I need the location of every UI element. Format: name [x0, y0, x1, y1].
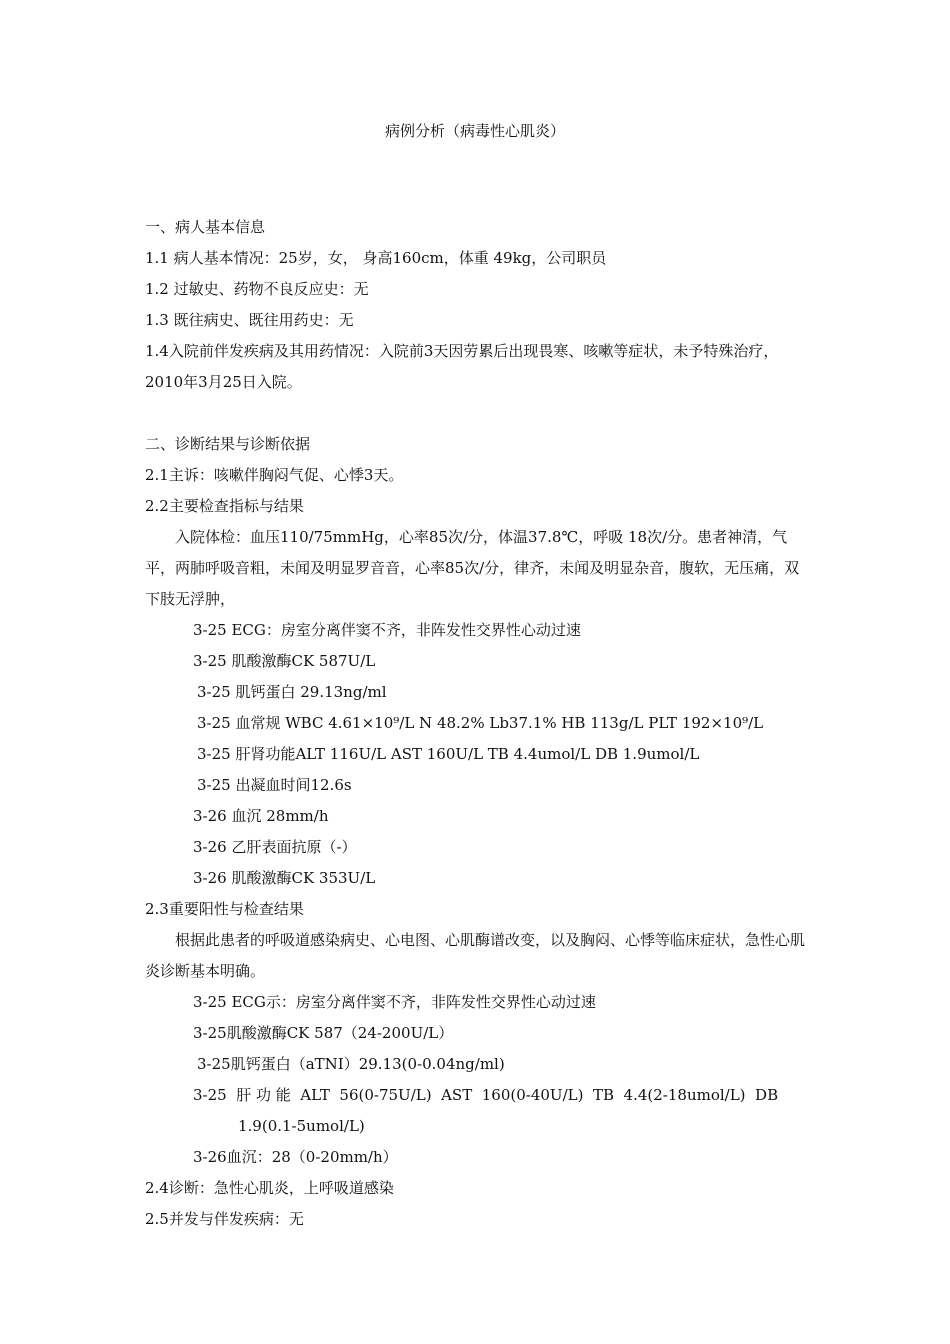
exam-heading: 2.2主要检查指标与结果	[145, 497, 304, 515]
diagnosis-line: 2.4诊断：急性心肌炎，上呼吸道感染	[145, 1179, 394, 1197]
lab-result: 3-25 肌酸激酶CK 587U/L	[193, 652, 376, 670]
lab-result: 3-26 乙肝表面抗原（-）	[193, 838, 357, 856]
exam-paragraph: 入院体检：血压110/75mmHg，心率85次/分，体温37.8℃，呼吸 18次/分。患者神清，气平，两肺呼吸音粗，未闻及明显罗音音，心率85次/分，律齐，未闻及明显杂音，腹软，无压痛，双下肢无浮肿，	[145, 528, 800, 608]
positive-lab: 3-25 ECG示：房室分离伴窦不齐，非阵发性交界性心动过速	[193, 993, 596, 1011]
document-title: 病例分析（病毒性心肌炎）	[384, 122, 565, 140]
positive-lab: 3-25肌钙蛋白（aTNI）29.13(0-0.04ng/ml)	[197, 1055, 505, 1073]
positive-heading: 2.3重要阳性与检查结果	[145, 900, 304, 918]
pre-admission-line: 1.4入院前伴发疾病及其用药情况：入院前3天因劳累后出现畏寒、咳嗽等症状，未予特殊治疗，2010年3月25日入院。	[145, 342, 779, 391]
positive-paragraph: 根据此患者的呼吸道感染病史、心电图、心肌酶谱改变，以及胸闷、心悸等临床症状，急性心肌炎诊断基本明确。	[145, 931, 806, 980]
section1-heading: 一、病人基本信息	[145, 218, 266, 236]
lab-result: 3-25 血常规 WBC 4.61×10⁹/L N 48.2% Lb37.1% HB 113g/L PLT 192×10⁹/L	[197, 714, 764, 732]
lab-result: 3-25 出凝血时间12.6s	[197, 776, 352, 794]
lab-result: 3-25 肝肾功能ALT 116U/L AST 160U/L TB 4.4umol/L DB 1.9umol/L	[197, 745, 700, 763]
positive-lab-continued: 1.9(0.1-5umol/L)	[238, 1117, 365, 1135]
section2-heading: 二、诊断结果与诊断依据	[145, 435, 311, 453]
lab-result: 3-26 血沉 28mm/h	[193, 807, 329, 825]
document-body	[145, 212, 810, 1235]
basic-info-line: 1.1 病人基本情况：25岁，女， 身高160cm，体重 49kg，公司职员	[145, 249, 607, 267]
allergy-line: 1.2 过敏史、药物不良反应史：无	[145, 280, 369, 298]
positive-lab: 3-25 肝 功 能 ALT 56(0-75U/L) AST 160(0-40U/L) TB 4.4(2-18umol/L) DB	[193, 1086, 779, 1104]
spacer	[145, 398, 810, 429]
lab-result: 3-25 ECG：房室分离伴窦不齐，非阵发性交界性心动过速	[193, 621, 581, 639]
complications-line: 2.5并发与伴发疾病：无	[145, 1210, 304, 1228]
positive-lab: 3-26血沉：28（0-20mm/h）	[193, 1148, 398, 1166]
chief-complaint-line: 2.1主诉：咳嗽伴胸闷气促、心悸3天。	[145, 466, 404, 484]
lab-result: 3-26 肌酸激酶CK 353U/L	[193, 869, 376, 887]
history-line: 1.3 既往病史、既往用药史：无	[145, 311, 354, 329]
positive-lab: 3-25肌酸激酶CK 587（24-200U/L）	[193, 1024, 454, 1042]
lab-result: 3-25 肌钙蛋白 29.13ng/ml	[197, 683, 387, 701]
